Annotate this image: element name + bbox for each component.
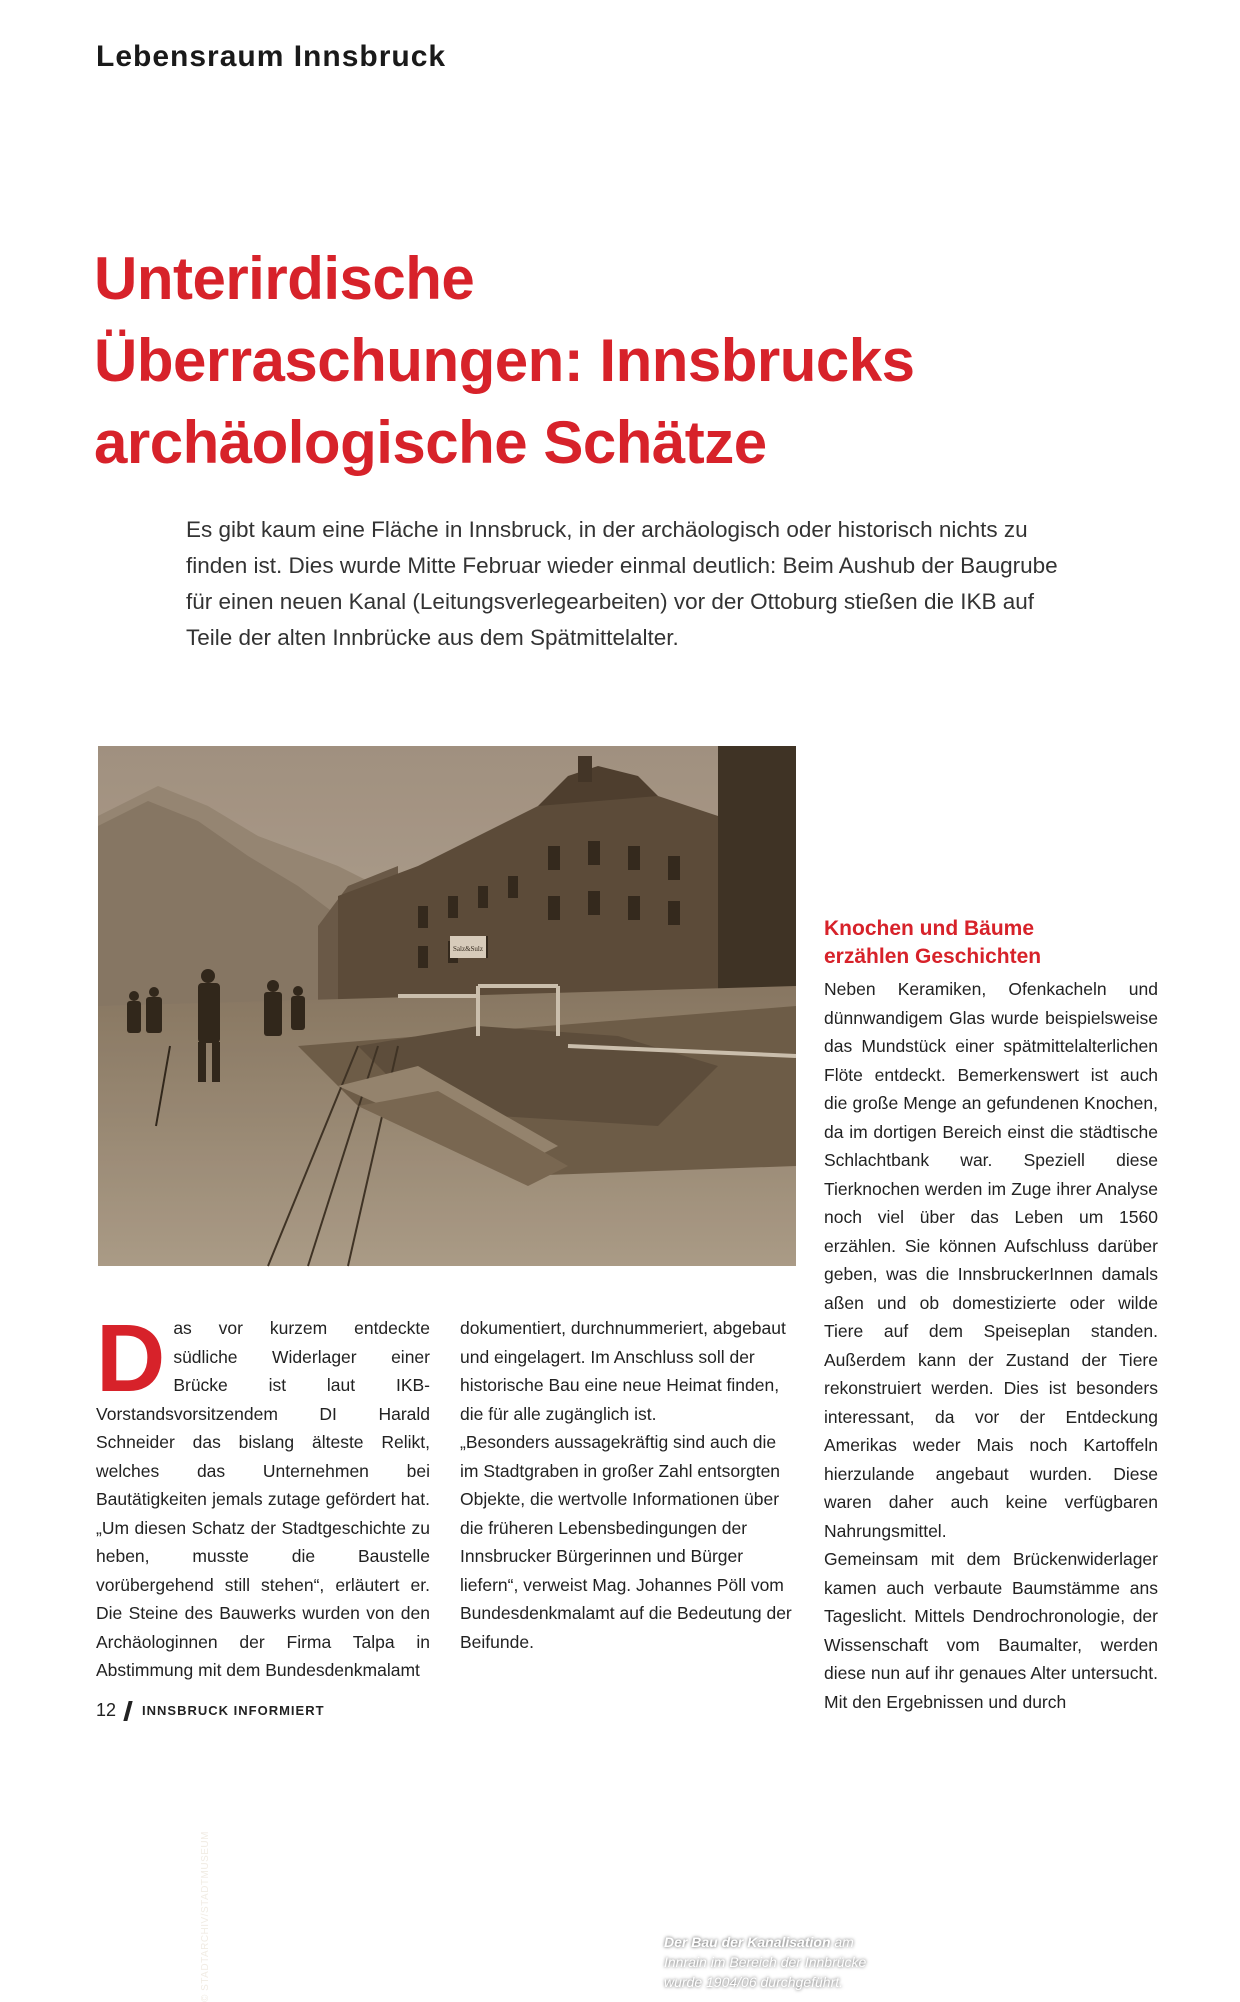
historic-photo-illustration <box>98 746 796 1266</box>
subheading <box>824 915 1158 971</box>
body-column-2 <box>460 1314 794 1656</box>
section-label: Lebensraum Innsbruck <box>96 40 447 73</box>
subheading-line-2: erzählen Geschichten <box>824 945 1042 968</box>
body-column-3-paragraph-1: Neben Keramiken, Ofenkacheln und dünnwandigem Glas wurde beispielsweise das Mundstück einer spätmittelalterlichen Flöte entdeckt. Bemerkenswert ist auch die große Menge an gefundenen Knochen, da im dortigen Bereich einst die städtische Schlachtbank war. Speziell diese Tierknochen werden im Zuge ihrer Analyse noch viel über das Leben um 1560 erzählen. Sie können Aufschluss darüber geben, was die InnsbruckerInnen damals aßen und ob domestizierte oder wilde Tiere auf dem Speiseplan standen. Außerdem kann der Zustand der Tiere rekonstruiert werden. Dies ist besonders interessant, da vor der Entdeckung Amerikas weder Mais noch Kartoffeln hierzulande angebaut wurden. Diese waren daher auch keine verfügbaren Nahrungsmittel. <box>824 979 1158 1541</box>
headline-line-1: Unterirdische <box>94 245 475 312</box>
page-number: 12 <box>96 1700 117 1720</box>
photo-caption <box>664 1932 886 1992</box>
body-column-2-paragraph-1: dokumentiert, durchnummeriert, abgebaut und eingelagert. Im Anschluss soll der historische Bau eine neue Heimat finden, die für alle zugänglich ist. <box>460 1318 786 1424</box>
photo-credit: © STADTARCHIV/STADTMUSEUM <box>200 1831 211 2002</box>
body-column-1 <box>96 1305 430 1685</box>
photo-caption-bold: Der Bau der Kanalisation <box>664 1934 831 1950</box>
headline-line-3: archäologische Schätze <box>94 409 767 476</box>
headline <box>94 238 1174 484</box>
shop-sign: Salz&Sulz <box>453 945 483 953</box>
page-footer <box>96 1700 325 1721</box>
body-column-3-paragraph-2: Gemeinsam mit dem Brückenwiderlager kamen auch verbaute Baumstämme ans Tageslicht. Mittels Dendrochronologie, der Wissenschaft vom Baumalter, werden diese nun auf ihr genaues Alter untersucht. Mit den Ergebnissen und durch <box>824 1549 1158 1712</box>
lead-paragraph: Es gibt kaum eine Fläche in Innsbruck, in der archäologisch oder historisch nichts zu finden ist. Dies wurde Mitte Februar wieder einmal deutlich: Beim Aushub der Baugrube für einen neuen Kanal (Leitungsverlegearbeiten) vor der Ottoburg stießen die IKB auf Teile der alten Innbrücke aus dem Spätmittelalter. <box>186 517 1058 650</box>
body-column-3 <box>824 915 1158 1716</box>
publication-name: INNSBRUCK INFORMIERT <box>142 1703 325 1718</box>
body-column-2-paragraph-2: „Besonders aussagekräftig sind auch die im Stadtgraben in großer Zahl entsorgten Objekte, die wertvolle Informationen über die früheren Lebensbedingungen der Innsbrucker Bürgerinnen und Bürger liefern“, verweist Mag. Johannes Pöll vom Bundesdenkmalamt auf die Bedeutung der Beifunde. <box>460 1432 792 1652</box>
body-column-1-text: as vor kurzem entdeckte südliche Widerlager einer Brücke ist laut IKB-Vorstandsvorsitzendem DI Harald Schneider das bislang älteste Relikt, welches das Unternehmen bei Bautätigkeiten jemals zutage gefördert hat. „Um diesen Schatz der Stadtgeschichte zu heben, musste die Baustelle vorübergehend still stehen“, erläutert er. Die Steine des Bauwerks wurden von den Archäologinnen der Firma Talpa in Abstimmung mit dem Bundesdenkmalamt <box>96 1318 430 1680</box>
photo-caption-rest: am Innrain im Bereich der Innbrücke wurde 1904/06 durchgeführt. <box>664 1934 867 1990</box>
subheading-line-1: Knochen und Bäume <box>824 917 1035 940</box>
dropcap: D <box>96 1305 166 1412</box>
footer-divider <box>123 1701 132 1721</box>
headline-line-2: Überraschungen: Innsbrucks <box>94 327 915 394</box>
